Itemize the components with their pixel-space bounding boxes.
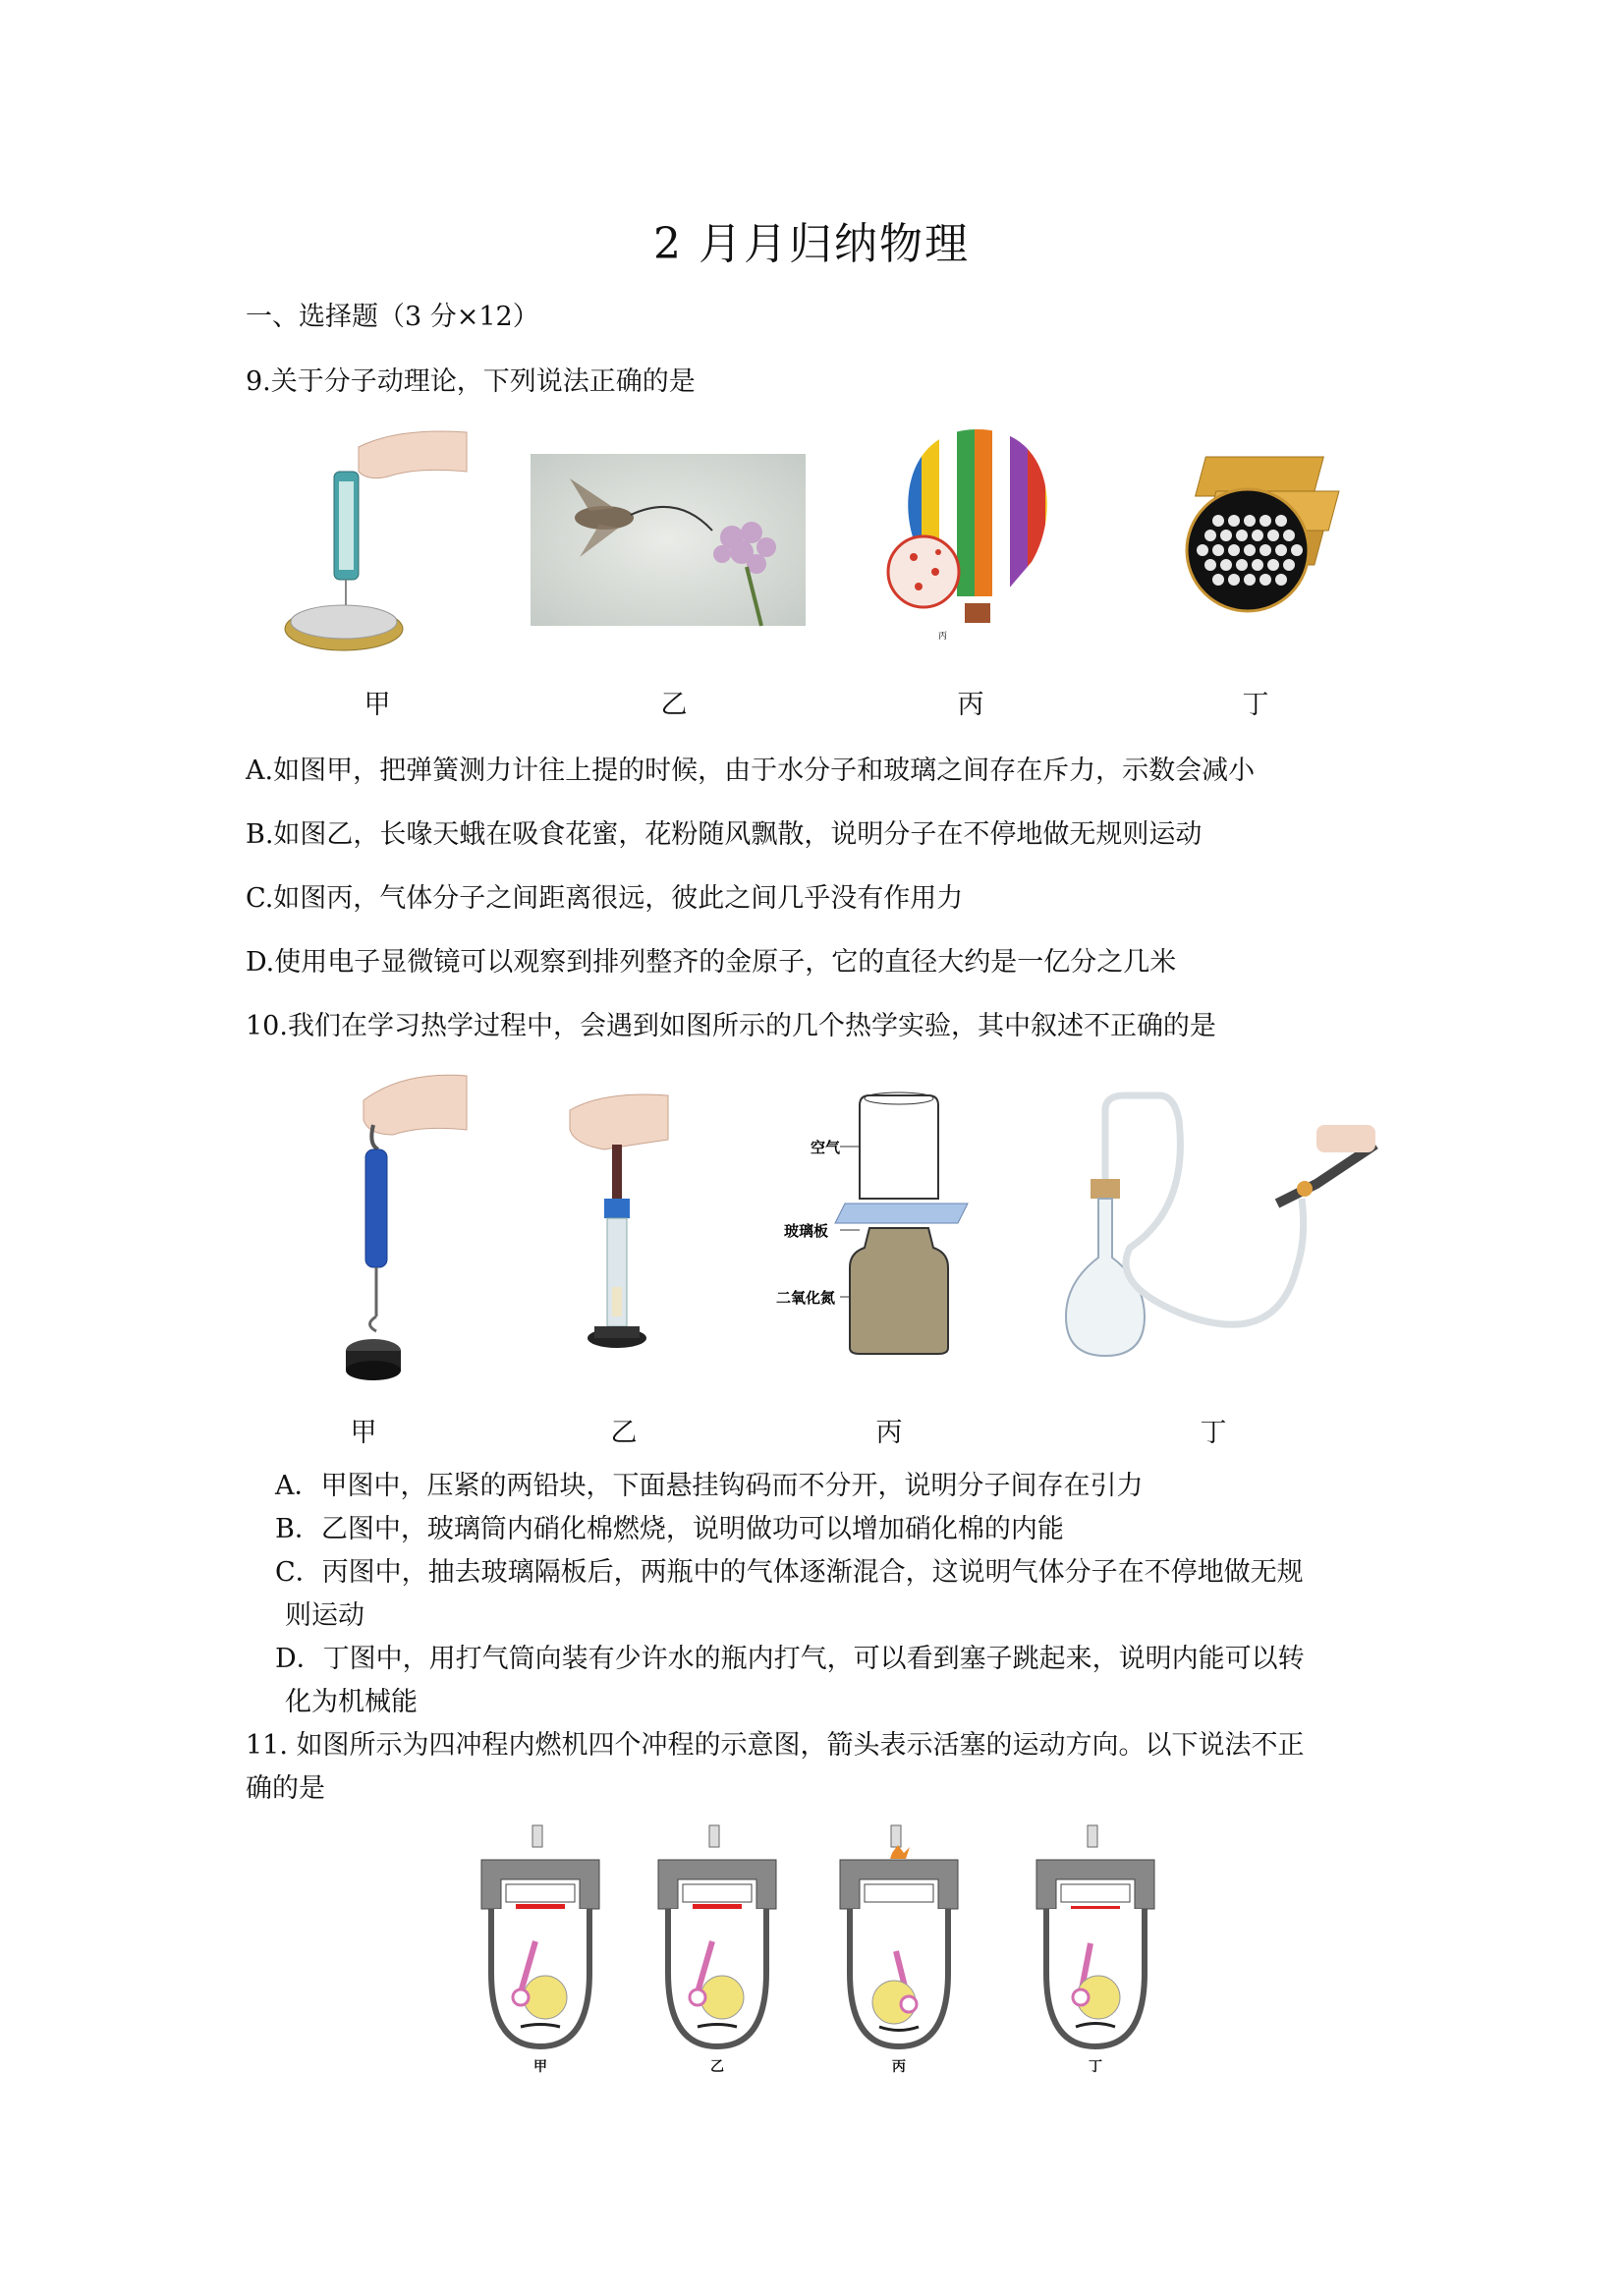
q10-option-c-line2: 则运动 xyxy=(285,1600,364,1631)
q11-caption-yi: 乙 xyxy=(710,2059,724,2075)
q10-figure-jia xyxy=(324,1071,472,1385)
q11-caption-bing: 丙 xyxy=(892,2059,906,2075)
q10-figure-ding xyxy=(1051,1091,1385,1366)
engine-diagram-yi xyxy=(653,1825,781,2056)
question-10-stem: 10.我们在学习热学过程中，会遇到如图所示的几个热学实验，其中叙述不正确的是 xyxy=(246,1011,1216,1041)
q9-figure-ding xyxy=(1169,447,1356,624)
q9-option-b: B.如图乙，长喙天蛾在吸食花蜜，花粉随风飘散，说明分子在不停地做无规则运动 xyxy=(246,819,1203,850)
q10-caption-ding: 丁 xyxy=(1200,1418,1227,1448)
q9-figure-yi xyxy=(531,454,806,626)
q10-caption-bing: 丙 xyxy=(875,1418,903,1448)
q9-bing-small-label: 丙 xyxy=(938,632,948,642)
label-nitrogen-dioxide: 二氧化氮 xyxy=(776,1289,836,1307)
q10-option-a: A．甲图中，压紧的两铅块，下面悬挂钩码而不分开，说明分子间存在引力 xyxy=(275,1471,1144,1501)
page-title: 2 月月归纳物理 xyxy=(653,219,970,269)
q9-figure-bing xyxy=(884,424,1071,645)
section-heading: 一、选择题（3 分×12） xyxy=(246,302,539,332)
question-11-stem-line1: 11. 如图所示为四冲程内燃机四个冲程的示意图，箭头表示活塞的运动方向。以下说法不正 xyxy=(246,1730,1305,1761)
q9-caption-ding: 丁 xyxy=(1242,690,1269,720)
q9-caption-yi: 乙 xyxy=(660,690,688,720)
q11-caption-ding: 丁 xyxy=(1089,2059,1102,2075)
engine-diagram-jia xyxy=(476,1825,604,2056)
question-11-stem-line2: 确的是 xyxy=(246,1773,325,1804)
q11-caption-jia: 甲 xyxy=(533,2059,547,2075)
engine-diagram-bing xyxy=(835,1825,963,2056)
q10-figure-yi xyxy=(565,1091,683,1361)
q9-caption-jia: 甲 xyxy=(364,690,391,720)
q10-figure-bing xyxy=(776,1091,992,1366)
label-glass-plate: 玻璃板 xyxy=(784,1222,829,1240)
question-9-stem: 9.关于分子动理论，下列说法正确的是 xyxy=(246,366,696,397)
q9-option-a: A.如图甲，把弹簧测力计往上提的时候，由于水分子和玻璃之间存在斥力，示数会减小 xyxy=(246,756,1256,786)
q10-caption-jia: 甲 xyxy=(350,1418,377,1448)
q10-option-d-line1: D．丁图中，用打气筒向装有少许水的瓶内打气，可以看到塞子跳起来，说明内能可以转 xyxy=(275,1644,1305,1674)
q10-caption-yi: 乙 xyxy=(610,1418,638,1448)
q9-option-c: C.如图丙，气体分子之间距离很远，彼此之间几乎没有作用力 xyxy=(246,883,964,914)
q10-option-c-line1: C．丙图中，抽去玻璃隔板后，两瓶中的气体逐渐混合，这说明气体分子在不停地做无规 xyxy=(275,1557,1304,1588)
label-air: 空气 xyxy=(811,1139,841,1156)
q10-option-b: B．乙图中，玻璃筒内硝化棉燃烧，说明做功可以增加硝化棉的内能 xyxy=(275,1514,1064,1544)
q9-figure-jia xyxy=(280,427,476,648)
q10-option-d-line2: 化为机械能 xyxy=(285,1687,418,1717)
q9-caption-bing: 丙 xyxy=(957,690,984,720)
engine-diagram-ding xyxy=(1032,1825,1159,2056)
q9-option-d: D.使用电子显微镜可以观察到排列整齐的金原子，它的直径大约是一亿分之几米 xyxy=(246,947,1177,978)
